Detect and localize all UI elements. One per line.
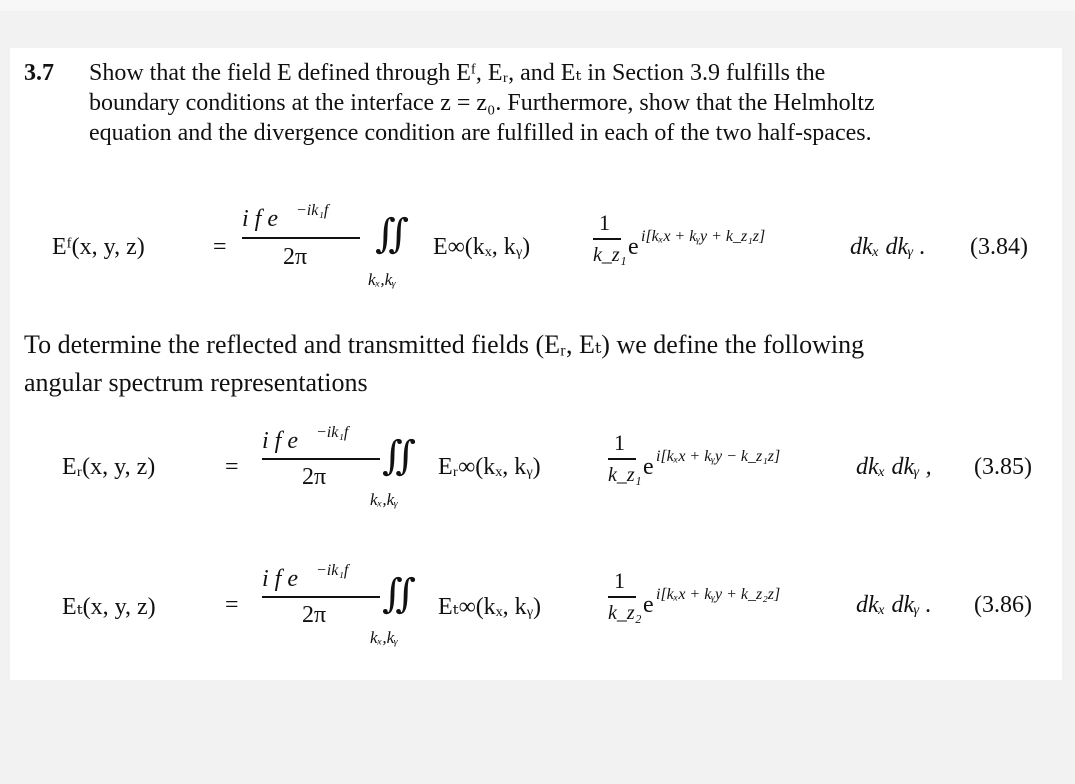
eq384-lhs: Eᶠ(x, y, z) xyxy=(52,234,145,260)
eq384-tail: dkₓ dkᵧ . xyxy=(850,234,926,260)
eq385-lhs: Eᵣ(x, y, z) xyxy=(62,454,156,480)
eq385-fraction-bar xyxy=(262,458,380,460)
problem-line-2: boundary conditions at the interface z = z₀. Furthermore, show that the Helmholtz xyxy=(89,90,875,116)
eq384-integral-icon: ∬ xyxy=(375,211,410,256)
eq385-numerator-exp: −ik₁f xyxy=(316,424,349,441)
eq384-frac-num: 1 xyxy=(599,210,610,235)
eq385-integral-icon: ∬ xyxy=(382,433,417,478)
equation-3-85 xyxy=(10,424,1062,528)
paper-region xyxy=(10,48,1062,680)
eq384-integral-sub: kₓ,kᵧ xyxy=(368,270,397,289)
eq386-numerator: i f e xyxy=(262,566,298,592)
eq385-integral-sub: kₓ,kᵧ xyxy=(370,490,399,509)
equation-3-86 xyxy=(10,562,1062,668)
eq385-frac-num: 1 xyxy=(614,430,625,455)
eq385-integrand: Eᵣ∞(kₓ, kᵧ) xyxy=(438,454,541,480)
eq386-integral-icon: ∬ xyxy=(382,571,417,616)
eq384-fraction-bar-2 xyxy=(593,238,621,240)
eq384-exponent: i[kₓx + kᵧy + k_z₁z] xyxy=(641,228,766,245)
eq386-integral-sub: kₓ,kᵧ xyxy=(370,628,399,647)
eq386-frac-den: k_z₂ xyxy=(608,602,642,624)
eq386-tail: dkₓ dkᵧ . xyxy=(856,592,932,618)
eq386-denominator: 2π xyxy=(302,602,327,628)
eq384-integrand: E∞(kₓ, kᵧ) xyxy=(433,234,531,260)
eq385-fraction-bar-2 xyxy=(608,458,636,460)
eq384-exp-base: e xyxy=(628,234,639,260)
problem-number: 3.7 xyxy=(24,60,54,86)
eq385-denominator: 2π xyxy=(302,464,327,490)
eq386-integrand: Eₜ∞(kₓ, kᵧ) xyxy=(438,594,541,620)
eq384-numerator: i f e xyxy=(242,206,278,232)
eq386-exponent: i[kₓx + kᵧy + k_z₂z] xyxy=(656,586,781,603)
eq386-lhs: Eₜ(x, y, z) xyxy=(62,594,156,620)
equation-3-84 xyxy=(10,196,1062,296)
eq386-fraction-bar xyxy=(262,596,380,598)
eq386-exp-base: e xyxy=(643,592,654,618)
eq386-fraction-bar-2 xyxy=(608,596,636,598)
paragraph-line-2: angular spectrum representations xyxy=(24,368,368,397)
eq386-numerator-exp: −ik₁f xyxy=(316,562,349,579)
paragraph-line-1: To determine the reflected and transmitted fields (Eᵣ, Eₜ) we define the following xyxy=(24,330,865,359)
problem-line-3: equation and the divergence condition are fulfilled in each of the two half-spaces. xyxy=(89,120,872,146)
eq384-frac-den: k_z₁ xyxy=(593,244,627,266)
eq385-exp-base: e xyxy=(643,454,654,480)
eq386-equals: = xyxy=(225,592,239,618)
eq385-frac-den: k_z₁ xyxy=(608,464,642,486)
eq384-denominator: 2π xyxy=(283,244,308,270)
eq385-number: (3.85) xyxy=(974,454,1032,480)
eq385-tail: dkₓ dkᵧ , xyxy=(856,454,932,480)
problem-line-1: Show that the field E defined through Eᶠ, Eᵣ, and Eₜ in Section 3.9 fulfills the xyxy=(89,60,826,86)
eq384-number: (3.84) xyxy=(970,234,1028,260)
eq384-fraction-bar xyxy=(242,237,360,239)
eq384-equals: = xyxy=(213,234,227,260)
eq386-number: (3.86) xyxy=(974,592,1032,618)
eq385-exponent: i[kₓx + kᵧy − k_z₁z] xyxy=(656,448,781,465)
eq384-numerator-exp: −ik₁f xyxy=(296,202,329,219)
eq386-frac-num: 1 xyxy=(614,568,625,593)
eq385-numerator: i f e xyxy=(262,428,298,454)
eq385-equals: = xyxy=(225,454,239,480)
top-band xyxy=(0,0,1075,11)
